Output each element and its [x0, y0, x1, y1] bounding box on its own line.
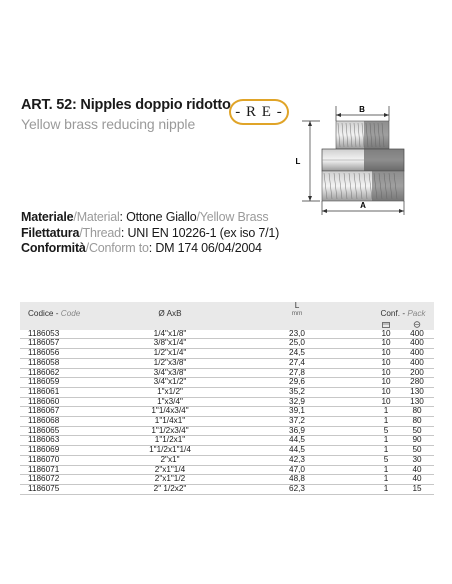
spec-value-en: Yellow Brass — [199, 210, 269, 224]
cell-size: 1"1/4x1" — [118, 417, 222, 427]
table-row — [20, 358, 434, 368]
table-header-row — [20, 302, 434, 319]
cell-pack: 40 — [400, 465, 434, 475]
dim-b-label: B — [359, 105, 365, 114]
cell-length: 36,9 — [222, 426, 372, 436]
product-table — [20, 302, 434, 495]
cell-code: 1186063 — [20, 436, 118, 446]
table-row — [20, 368, 434, 378]
cell-code: 1186067 — [20, 407, 118, 417]
cell-conf: 10 — [372, 358, 400, 368]
cell-length: 24,5 — [222, 349, 372, 359]
cell-size: 3/4"x3/8" — [118, 368, 222, 378]
cell-length: 62,3 — [222, 484, 372, 494]
nipple-technical-drawing — [292, 103, 432, 218]
cell-pack: 280 — [400, 378, 434, 388]
cell-conf: 1 — [372, 446, 400, 456]
cell-conf: 5 — [372, 455, 400, 465]
cell-conf: 1 — [372, 465, 400, 475]
cell-code: 1186072 — [20, 475, 118, 485]
cell-size: 1"1/2x1" — [118, 436, 222, 446]
cell-size: 2"x1" — [118, 455, 222, 465]
cell-conf: 10 — [372, 330, 400, 339]
spec-thread: Filettatura/Thread: UNI EN 10226-1 (ex iso 7/1) — [21, 225, 280, 240]
cell-pack: 80 — [400, 407, 434, 417]
spec-label: Conformità — [21, 241, 86, 255]
cell-conf: 1 — [372, 417, 400, 427]
cell-code: 1186060 — [20, 397, 118, 407]
cell-code: 1186053 — [20, 330, 118, 339]
cell-conf: 10 — [372, 368, 400, 378]
cell-pack: 200 — [400, 368, 434, 378]
table-row — [20, 407, 434, 417]
cell-size: 1"1/4x3/4" — [118, 407, 222, 417]
spec-label: Filettatura — [21, 225, 80, 240]
table-row — [20, 387, 434, 397]
spec-label-en: Thread — [82, 225, 121, 240]
cell-size: 2"x1"1/2 — [118, 475, 222, 485]
spec-conformity: Conformità/Conform to: DM 174 06/04/2004 — [21, 241, 262, 255]
cell-length: 35,2 — [222, 387, 372, 397]
cell-length: 37,2 — [222, 417, 372, 427]
cell-conf: 10 — [372, 397, 400, 407]
dim-a-label: A — [360, 201, 366, 210]
header-size: Ø AxB — [118, 302, 222, 319]
spec-value: UNI EN 10226-1 (ex iso 7/1) — [127, 225, 280, 240]
cell-pack: 130 — [400, 387, 434, 397]
cell-code: 1186059 — [20, 378, 118, 388]
spec-value: Ottone Giallo — [126, 210, 197, 224]
spec-label-en: Conform to — [88, 241, 149, 255]
spec-value: DM 174 06/04/2004 — [155, 241, 262, 255]
product-header — [21, 97, 231, 132]
product-title: ART. 52: Nipples doppio ridotto — [21, 97, 231, 113]
header-code: Codice - Code — [20, 302, 118, 319]
table-row — [20, 426, 434, 436]
table-row — [20, 378, 434, 388]
cell-length: 27,4 — [222, 358, 372, 368]
cell-size: 1"x3/4" — [118, 397, 222, 407]
cell-conf: 1 — [372, 475, 400, 485]
cell-code: 1186056 — [20, 349, 118, 359]
spec-label: Materiale — [21, 210, 74, 224]
cell-code: 1186068 — [20, 417, 118, 427]
cell-conf: 10 — [372, 387, 400, 397]
cell-pack: 400 — [400, 330, 434, 339]
table-row — [20, 455, 434, 465]
table-body — [20, 330, 434, 494]
cell-size: 2"x1"1/4 — [118, 465, 222, 475]
cell-conf: 10 — [372, 349, 400, 359]
header-length: L mm — [222, 302, 372, 319]
cell-conf: 5 — [372, 426, 400, 436]
cell-length: 48,8 — [222, 475, 372, 485]
table-row — [20, 446, 434, 456]
cell-code: 1186062 — [20, 368, 118, 378]
cell-pack: 400 — [400, 358, 434, 368]
table-row — [20, 349, 434, 359]
cell-pack: 40 — [400, 475, 434, 485]
cell-pack: 15 — [400, 484, 434, 494]
cell-conf: 1 — [372, 436, 400, 446]
cell-code: 1186057 — [20, 339, 118, 349]
cell-length: 44,5 — [222, 436, 372, 446]
cell-code: 1186071 — [20, 465, 118, 475]
dim-l-label: L — [295, 157, 301, 166]
spec-material: Materiale/Material: Ottone Giallo/Yellow Brass — [21, 210, 269, 224]
table-row — [20, 475, 434, 485]
cell-size: 3/4"x1/2" — [118, 378, 222, 388]
cell-size: 2" 1/2x2" — [118, 484, 222, 494]
cell-length: 27,8 — [222, 368, 372, 378]
cell-size: 1"1/2x3/4" — [118, 426, 222, 436]
table-row — [20, 397, 434, 407]
spec-label-en: Material — [76, 210, 120, 224]
cell-pack: 400 — [400, 339, 434, 349]
cell-code: 1186075 — [20, 484, 118, 494]
table-row — [20, 484, 434, 494]
cell-code: 1186070 — [20, 455, 118, 465]
cell-code: 1186065 — [20, 426, 118, 436]
cell-pack: 90 — [400, 436, 434, 446]
cell-size: 3/8"x1/4" — [118, 339, 222, 349]
table-row — [20, 417, 434, 427]
cell-size: 1/2"x1/4" — [118, 349, 222, 359]
cell-code: 1186069 — [20, 446, 118, 456]
cell-size: 1/4"x1/8" — [118, 330, 222, 339]
cell-pack: 50 — [400, 426, 434, 436]
cell-pack: 30 — [400, 455, 434, 465]
cell-length: 29,6 — [222, 378, 372, 388]
cell-pack: 50 — [400, 446, 434, 456]
cell-code: 1186058 — [20, 358, 118, 368]
cell-pack: 130 — [400, 397, 434, 407]
cell-length: 47,0 — [222, 465, 372, 475]
specifications — [21, 210, 279, 257]
product-subtitle: Yellow brass reducing nipple — [21, 116, 196, 132]
table-row — [20, 465, 434, 475]
table-row — [20, 436, 434, 446]
cell-code: 1186061 — [20, 387, 118, 397]
cell-length: 39,1 — [222, 407, 372, 417]
cell-length: 25,0 — [222, 339, 372, 349]
table-row — [20, 339, 434, 349]
cell-pack: 80 — [400, 417, 434, 427]
cell-size: 1"1/2x1"1/4 — [118, 446, 222, 456]
cell-length: 32,9 — [222, 397, 372, 407]
cell-length: 42,3 — [222, 455, 372, 465]
cell-conf: 10 — [372, 378, 400, 388]
table-row — [20, 330, 434, 339]
cell-length: 23,0 — [222, 330, 372, 339]
cell-length: 44,5 — [222, 446, 372, 456]
cell-size: 1"x1/2" — [118, 387, 222, 397]
cell-size: 1/2"x3/8" — [118, 358, 222, 368]
cell-conf: 1 — [372, 407, 400, 417]
table-subheader-row — [20, 319, 434, 330]
header-conf-pack: Conf. - Pack — [372, 302, 434, 319]
cell-conf: 10 — [372, 339, 400, 349]
cell-pack: 400 — [400, 349, 434, 359]
cell-conf: 1 — [372, 484, 400, 494]
reducing-badge: - R E - — [229, 99, 289, 125]
